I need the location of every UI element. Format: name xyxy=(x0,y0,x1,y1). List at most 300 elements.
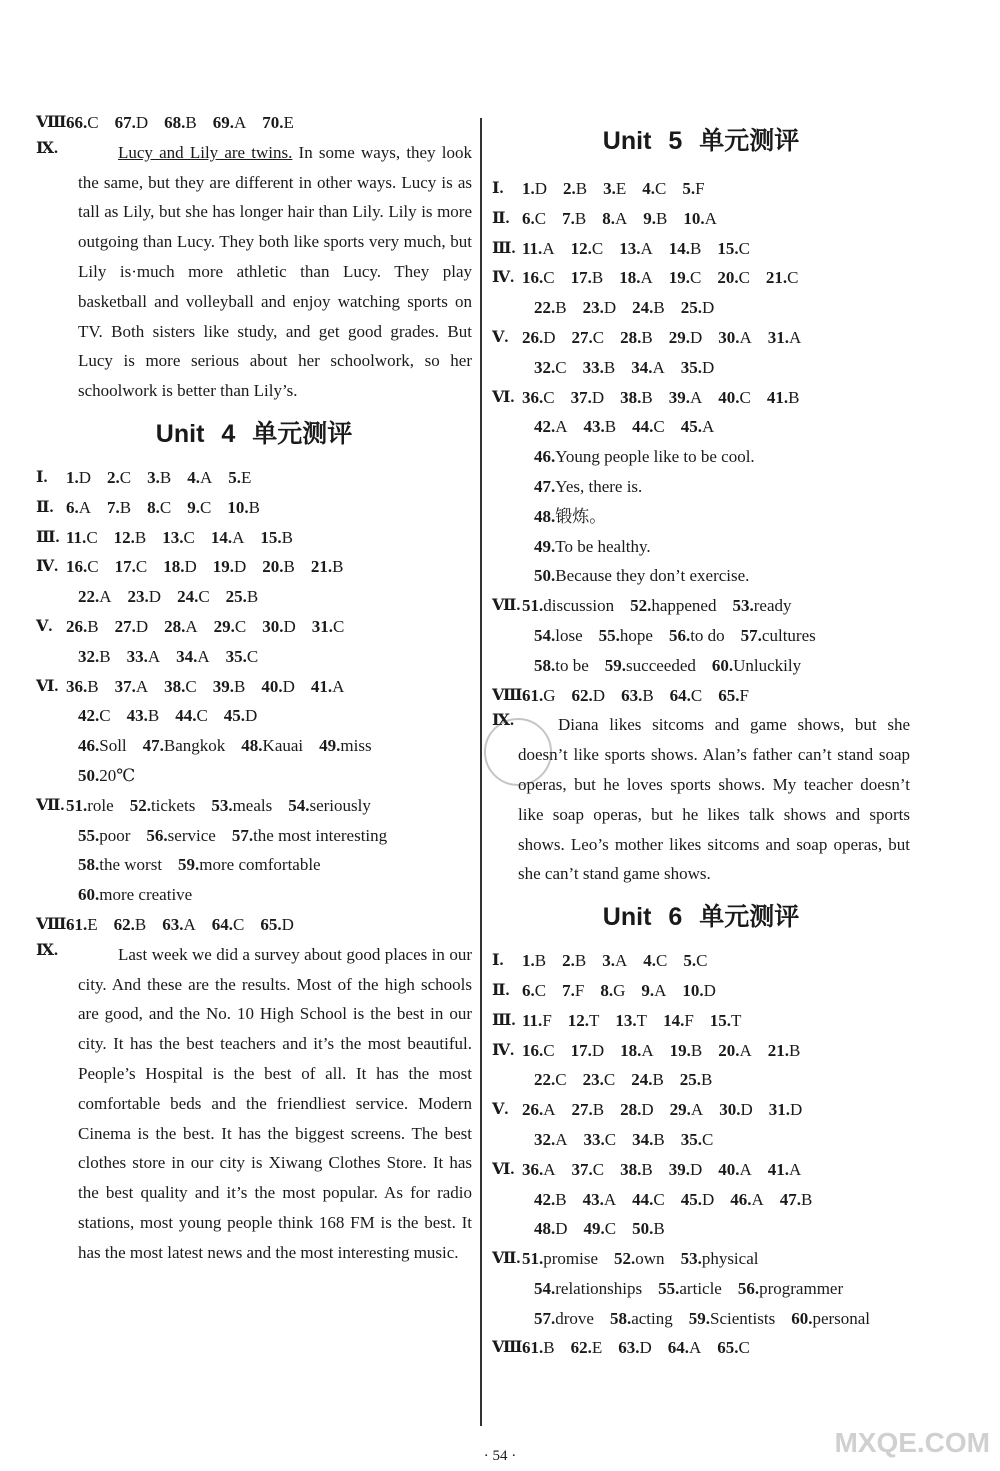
answer-item xyxy=(767,383,800,413)
question-number: 42. xyxy=(534,1189,556,1209)
answer-item xyxy=(683,204,717,234)
question-number: 31. xyxy=(311,616,334,636)
answer-item xyxy=(260,910,294,940)
answer-value: poor xyxy=(99,825,131,845)
answer-value: miss xyxy=(340,736,372,756)
answer-item xyxy=(522,204,546,234)
question-number: 42. xyxy=(534,417,556,437)
answer-item xyxy=(534,1214,568,1244)
answer-value: D xyxy=(245,706,258,726)
answer-item xyxy=(227,493,260,523)
section-roman: Ⅲ. xyxy=(492,1011,516,1029)
answer-item xyxy=(663,1006,694,1036)
answer-list xyxy=(534,502,910,532)
answer-row xyxy=(492,1333,910,1363)
answer-list xyxy=(78,880,472,910)
answer-list xyxy=(78,642,472,672)
question-number: 21. xyxy=(310,557,333,577)
section-roman: Ⅴ. xyxy=(492,328,509,346)
answer-value: C xyxy=(185,676,197,696)
answer-item xyxy=(599,621,653,651)
answer-row xyxy=(36,701,472,731)
answer-row xyxy=(492,263,910,293)
answer-item xyxy=(66,493,91,523)
answer-value: D xyxy=(591,1040,605,1060)
question-number: 17. xyxy=(570,268,592,288)
answer-value: D xyxy=(740,1100,753,1120)
answer-value: C xyxy=(119,467,132,487)
answer-item xyxy=(534,1125,568,1155)
answer-value: D xyxy=(184,557,197,577)
page-number: · 54 · xyxy=(483,1448,517,1464)
answer-row xyxy=(492,502,910,532)
answer-item xyxy=(143,731,226,761)
answer-value: C xyxy=(543,268,555,288)
answer-item xyxy=(164,108,197,138)
answer-item xyxy=(643,204,667,234)
answer-row xyxy=(492,1155,910,1185)
answer-value: programmer xyxy=(759,1278,844,1298)
answer-item xyxy=(115,612,149,642)
answer-item xyxy=(769,1095,803,1125)
question-number: 60. xyxy=(791,1308,813,1328)
answer-value: A xyxy=(232,527,245,547)
question-number: 38. xyxy=(164,676,186,696)
answer-value: role xyxy=(87,795,114,815)
answer-value: G xyxy=(543,685,556,705)
answer-value: D xyxy=(555,1219,568,1239)
question-number: 62. xyxy=(571,685,593,705)
answer-item xyxy=(534,442,755,472)
answer-row xyxy=(492,1214,910,1244)
question-number: 36. xyxy=(522,1159,544,1179)
answer-item xyxy=(620,1036,654,1066)
question-number: 59. xyxy=(688,1308,711,1328)
answer-item xyxy=(522,1006,552,1036)
answer-value: D xyxy=(135,616,149,636)
question-number: 15. xyxy=(717,238,739,258)
answer-value: B xyxy=(281,527,293,547)
answer-item xyxy=(717,263,750,293)
answer-item xyxy=(78,731,127,761)
answer-value: 20℃ xyxy=(99,765,136,785)
question-number: 33. xyxy=(583,1129,605,1149)
question-number: 5. xyxy=(682,179,696,198)
question-number: 33. xyxy=(582,357,604,377)
question-number: 49. xyxy=(534,536,556,556)
answer-item xyxy=(621,681,654,711)
answer-value: B xyxy=(119,497,132,517)
answer-value: C xyxy=(701,1129,714,1149)
answer-item xyxy=(583,1065,616,1095)
answer-item xyxy=(534,532,651,562)
section-roman: Ⅷ. xyxy=(36,114,71,131)
question-number: 65. xyxy=(717,1338,739,1358)
question-number: 13. xyxy=(615,1010,637,1030)
answer-row xyxy=(36,910,472,940)
section-roman: Ⅳ. xyxy=(492,1041,515,1059)
answer-item xyxy=(212,910,245,940)
answer-item xyxy=(632,1125,665,1155)
answer-value: D xyxy=(534,179,548,198)
question-number: 36. xyxy=(66,676,88,696)
answer-value: Scientists xyxy=(710,1308,776,1328)
question-number: 53. xyxy=(680,1249,702,1269)
answer-value: seriously xyxy=(309,795,371,815)
answer-item xyxy=(187,493,211,523)
answer-row xyxy=(492,442,910,472)
answer-list xyxy=(66,493,472,523)
answer-item xyxy=(226,582,259,612)
answer-row xyxy=(492,174,910,204)
section-roman: Ⅷ. xyxy=(492,1339,527,1357)
answer-list xyxy=(66,791,472,821)
answer-list xyxy=(522,946,910,976)
answer-item xyxy=(584,1214,617,1244)
answer-item xyxy=(670,1036,703,1066)
answer-item xyxy=(572,1095,605,1125)
question-number: 16. xyxy=(66,557,88,577)
answer-value: C xyxy=(604,1129,617,1149)
question-number: 38. xyxy=(620,1159,642,1179)
answer-value: C xyxy=(87,113,99,132)
question-number: 23. xyxy=(582,298,604,318)
answer-value: B xyxy=(574,951,587,971)
question-number: 34. xyxy=(631,357,653,377)
question-number: 60. xyxy=(78,885,100,905)
answer-item xyxy=(681,353,715,383)
answer-item xyxy=(562,976,584,1006)
answer-value: E xyxy=(615,179,627,198)
answer-value: C xyxy=(592,1159,605,1179)
question-number: 21. xyxy=(765,268,788,288)
question-number: 56. xyxy=(668,625,691,645)
question-number: 62. xyxy=(113,914,135,934)
answer-item xyxy=(107,493,131,523)
answer-item xyxy=(669,234,702,264)
question-number: 53. xyxy=(211,795,233,815)
answer-list xyxy=(66,672,472,702)
answer-row xyxy=(36,108,472,138)
answer-value: more creative xyxy=(99,885,193,905)
answer-value: A xyxy=(197,646,210,666)
answer-item xyxy=(534,1065,567,1095)
answer-item xyxy=(522,174,547,204)
answer-value: B xyxy=(555,298,567,318)
left-column xyxy=(36,108,472,1267)
answer-value: B xyxy=(248,497,260,517)
question-number: 4. xyxy=(643,951,656,971)
answer-list xyxy=(66,552,472,582)
answer-value: Bangkok xyxy=(163,736,226,756)
question-number: 2. xyxy=(562,951,575,971)
section-roman: Ⅰ. xyxy=(36,468,48,486)
answer-item xyxy=(642,174,666,204)
question-number: 50. xyxy=(632,1219,654,1239)
question-number: 69. xyxy=(212,113,234,132)
answer-list xyxy=(534,293,910,323)
answer-item xyxy=(618,1333,652,1363)
question-number: 19. xyxy=(668,268,690,288)
answer-row xyxy=(36,880,472,910)
section-roman: Ⅳ. xyxy=(36,558,59,576)
answer-item xyxy=(213,552,247,582)
answer-item xyxy=(669,621,725,651)
question-number: 59. xyxy=(604,655,627,675)
question-number: 26. xyxy=(522,1100,544,1120)
answer-list xyxy=(522,681,910,711)
answer-value: A xyxy=(603,1189,617,1209)
essay-text xyxy=(78,138,472,406)
answer-item xyxy=(682,976,716,1006)
question-number: 46. xyxy=(534,447,556,467)
answer-item xyxy=(710,1006,742,1036)
answer-value: Unluckily xyxy=(733,655,802,675)
answer-item xyxy=(683,946,707,976)
answer-item xyxy=(689,1304,775,1334)
answer-value: to do xyxy=(690,625,725,645)
answer-item xyxy=(584,412,617,442)
answer-item xyxy=(718,383,751,413)
question-number: 46. xyxy=(78,736,100,756)
answer-row xyxy=(492,1125,910,1155)
answer-item xyxy=(718,1036,752,1066)
answer-item xyxy=(214,612,247,642)
answer-item xyxy=(262,552,295,582)
question-number: 23. xyxy=(582,1070,604,1090)
answer-value: A xyxy=(739,1159,752,1179)
answer-item xyxy=(224,701,258,731)
answer-item xyxy=(619,263,653,293)
answer-list xyxy=(66,910,472,940)
question-number: 24. xyxy=(632,298,654,318)
answer-item xyxy=(522,383,555,413)
question-number: 56. xyxy=(737,1278,760,1298)
answer-item xyxy=(717,234,750,264)
answer-value: hope xyxy=(619,625,653,645)
answer-item xyxy=(571,234,604,264)
answer-item xyxy=(147,463,171,493)
question-number: 10. xyxy=(227,497,249,517)
answer-value: B xyxy=(653,298,665,318)
question-number: 23. xyxy=(127,587,149,607)
answer-value: C xyxy=(233,914,245,934)
answer-value: C xyxy=(246,646,259,666)
section-roman: Ⅴ. xyxy=(36,617,53,635)
answer-item xyxy=(615,1006,647,1036)
answer-value: C xyxy=(198,587,210,607)
answer-value: D xyxy=(233,557,247,577)
answer-value: C xyxy=(592,327,605,347)
question-number: 30. xyxy=(718,327,740,347)
question-number: 58. xyxy=(534,655,556,675)
answer-value: A xyxy=(199,467,213,487)
answer-item xyxy=(522,591,614,621)
question-number: 50. xyxy=(78,765,100,785)
question-number: 13. xyxy=(162,527,184,547)
question-number: 25. xyxy=(225,587,247,607)
question-number: 28. xyxy=(620,327,642,347)
answer-value: B xyxy=(592,1100,605,1120)
question-number: 2. xyxy=(107,467,120,487)
answer-value: D xyxy=(283,616,296,636)
answer-row xyxy=(492,234,910,264)
answer-value: C xyxy=(655,179,667,198)
question-number: 51. xyxy=(66,795,88,815)
answer-item xyxy=(127,642,161,672)
answer-item xyxy=(177,582,210,612)
answer-value: D xyxy=(689,1159,703,1179)
answer-value: B xyxy=(642,685,654,705)
answer-value: C xyxy=(87,557,99,577)
answer-value: D xyxy=(543,327,556,347)
question-number: 12. xyxy=(113,527,135,547)
question-number: 4. xyxy=(187,467,200,487)
question-number: 32. xyxy=(78,646,100,666)
answer-value: A xyxy=(555,417,568,437)
answer-item xyxy=(164,672,197,702)
answer-item xyxy=(583,293,617,323)
answer-item xyxy=(522,323,556,353)
answer-item xyxy=(631,353,665,383)
section-roman: Ⅷ. xyxy=(36,915,71,933)
answer-list xyxy=(66,523,472,553)
question-number: 43. xyxy=(126,706,148,726)
question-number: 49. xyxy=(319,736,341,756)
answer-item xyxy=(669,1155,703,1185)
answer-item xyxy=(780,1185,813,1215)
answer-value: F xyxy=(542,1010,552,1030)
answer-item xyxy=(768,1036,801,1066)
question-number: 2. xyxy=(563,179,576,198)
answer-item xyxy=(600,976,625,1006)
answer-value: B xyxy=(653,1219,665,1239)
question-number: 64. xyxy=(669,685,691,705)
question-number: 16. xyxy=(522,268,544,288)
answer-value: A xyxy=(704,208,717,228)
question-number: 7. xyxy=(562,980,575,1000)
answer-item xyxy=(658,1274,722,1304)
answer-value: B xyxy=(690,1040,703,1060)
answer-value: B xyxy=(655,208,668,228)
question-number: 17. xyxy=(114,557,136,577)
answer-row xyxy=(492,383,910,413)
section-roman: Ⅲ. xyxy=(36,528,60,546)
answer-list xyxy=(66,612,472,642)
answer-value: D xyxy=(701,1189,715,1209)
answer-item xyxy=(534,651,589,681)
answer-value: 锻炼。 xyxy=(555,506,607,526)
answer-value: C xyxy=(199,497,212,517)
answer-value: B xyxy=(134,914,147,934)
section-roman: Ⅵ. xyxy=(492,1160,515,1178)
answer-item xyxy=(669,323,703,353)
question-number: 22. xyxy=(534,298,556,318)
question-number: 8. xyxy=(602,208,615,228)
watermark: MXQE.COM xyxy=(834,1427,990,1458)
answer-value: C xyxy=(690,685,703,705)
answer-value: B xyxy=(134,527,147,547)
question-number: 60. xyxy=(711,655,734,675)
answer-row xyxy=(36,552,472,582)
answer-item xyxy=(260,523,293,553)
answer-item xyxy=(534,1274,642,1304)
answer-item xyxy=(311,552,344,582)
question-number: 10. xyxy=(683,208,705,228)
answer-value: B xyxy=(332,557,344,577)
answer-value: F xyxy=(739,685,749,705)
answer-list xyxy=(534,1274,910,1304)
answer-value: C xyxy=(534,980,547,1000)
question-number: 12. xyxy=(570,238,592,258)
answer-value: To be healthy. xyxy=(555,536,651,556)
answer-value: D xyxy=(701,298,715,318)
answer-item xyxy=(176,642,210,672)
answer-item xyxy=(620,1155,653,1185)
answer-value: B xyxy=(99,646,111,666)
answer-value: A xyxy=(751,1189,764,1209)
answer-item xyxy=(115,552,148,582)
answer-item xyxy=(730,1185,764,1215)
question-number: 48. xyxy=(534,506,556,526)
answer-item xyxy=(534,1185,567,1215)
question-number: 28. xyxy=(164,616,186,636)
answer-row xyxy=(492,204,910,234)
question-number: 65. xyxy=(260,914,282,934)
section-roman: Ⅸ. xyxy=(36,139,59,157)
answer-list xyxy=(534,561,910,591)
answer-value: acting xyxy=(631,1308,673,1328)
answer-list xyxy=(522,263,910,293)
answer-item xyxy=(522,1155,556,1185)
answer-item xyxy=(620,1095,654,1125)
answer-value: A xyxy=(690,1100,704,1120)
answer-item xyxy=(572,1155,605,1185)
answer-value: D xyxy=(78,467,92,487)
unit4-answers xyxy=(36,463,472,940)
answer-list xyxy=(78,850,472,880)
answer-list xyxy=(66,463,472,493)
question-number: 44. xyxy=(632,417,654,437)
unit-title: Unit 5 单元测评 xyxy=(602,127,800,155)
answer-item xyxy=(226,642,259,672)
answer-item xyxy=(115,108,149,138)
question-number: 9. xyxy=(641,980,655,1000)
answer-value: D xyxy=(148,587,162,607)
answer-row xyxy=(492,412,910,442)
answer-item xyxy=(603,174,626,204)
question-number: 64. xyxy=(211,914,234,934)
answer-value: C xyxy=(333,616,345,636)
answer-value: E xyxy=(283,113,294,132)
answer-value: C xyxy=(555,357,567,377)
question-number: 26. xyxy=(66,616,88,636)
answer-item xyxy=(228,463,251,493)
answer-row xyxy=(492,532,910,562)
question-number: 36. xyxy=(522,387,544,407)
answer-item xyxy=(620,383,653,413)
answer-value: more comfortable xyxy=(199,855,321,875)
question-number: 54. xyxy=(534,625,556,645)
question-number: 54. xyxy=(534,1278,556,1298)
answer-value: B xyxy=(246,587,259,607)
question-number: 64. xyxy=(667,1338,690,1358)
question-number: 35. xyxy=(680,1129,702,1149)
answer-value: A xyxy=(185,616,198,636)
answer-value: B xyxy=(701,1070,713,1090)
answer-value: D xyxy=(603,298,617,318)
answer-value: C xyxy=(738,238,750,258)
